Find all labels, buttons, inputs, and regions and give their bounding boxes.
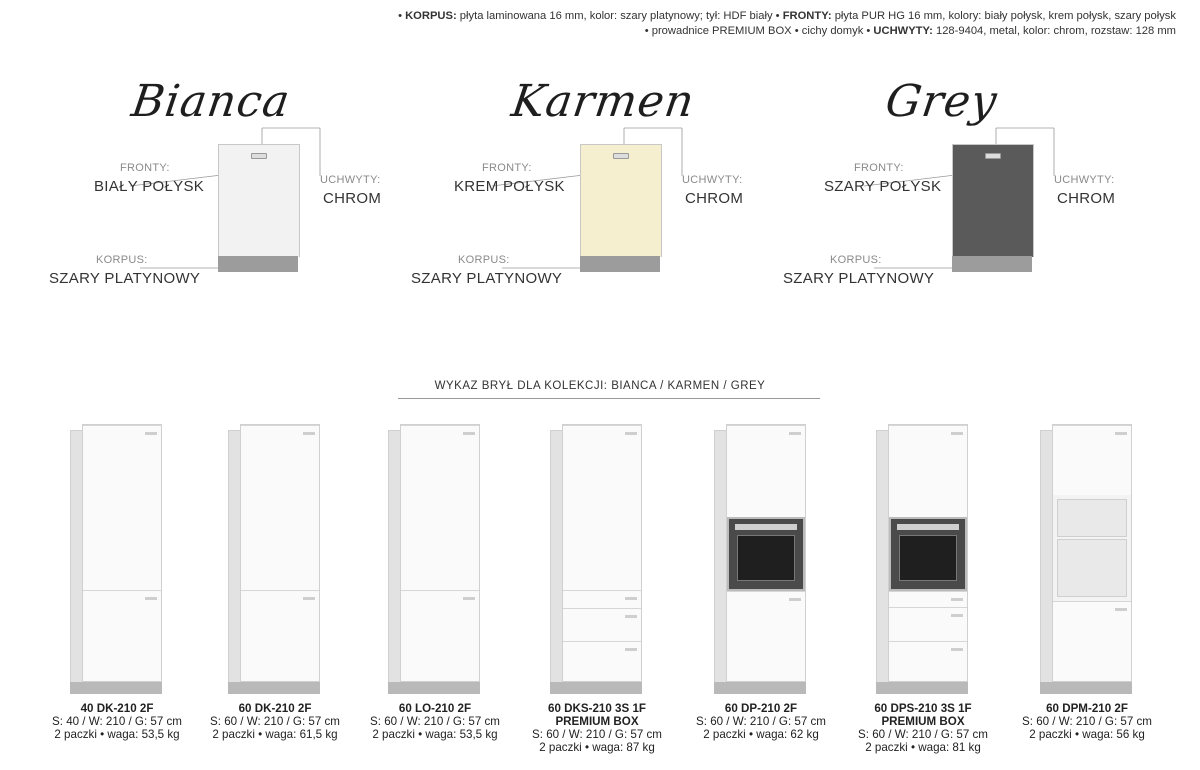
cabinet-illustration [726,424,806,682]
fronty-spec-text: płyta PUR HG 16 mm, kolory: biały połysk, krem połysk, szary połysk [834,10,1176,22]
cabinet-subtitle: PREMIUM BOX [881,715,965,728]
handle-icon [251,153,267,159]
uchwyty-spec-text: 128-9404, metal, kolor: chrom, rozstaw: 128 mm [935,25,1176,37]
cabinet-drawer [563,590,641,608]
cabinet-illustration [400,424,480,682]
cabinet-package-weight: 2 paczki • waga: 56 kg [1029,728,1145,741]
section-divider [398,398,820,399]
cabinet-dimensions: S: 40 / W: 210 / G: 57 cm [52,715,182,728]
cabinet-name: 60 DPS-210 3S 1F [874,702,972,715]
korpus-label: KORPUS: [458,254,510,266]
fronty-label: FRONTY: [120,162,170,174]
section-title: WYKAZ BRYŁ DLA KOLEKCJI: BIANCA / KARMEN / GREY [434,380,766,392]
cabinet-door [1053,425,1131,495]
cabinet-name: 60 DK-210 2F [238,702,312,715]
cabinet-drawer [563,641,641,681]
front-panel-sample [952,144,1034,257]
cabinet-60-dp-210-2f [686,420,836,770]
cabinet-dimensions: S: 60 / W: 210 / G: 57 cm [370,715,500,728]
cabinet-package-weight: 2 paczki • waga: 61,5 kg [212,728,338,741]
cabinet-door [401,425,479,590]
cabinet-dimensions: S: 60 / W: 210 / G: 57 cm [532,728,662,741]
specs-line-2: • prowadnice PREMIUM BOX • cichy domyk • UCHWYTY: 128-9404, metal, kolor: chrom, rozstaw: 128 mm [644,25,1176,37]
fronty-value: BIAŁY POŁYSK [94,178,205,195]
cabinet-package-weight: 2 paczki • waga: 81 kg [865,741,981,754]
cabinet-door [83,425,161,590]
front-panel-sample [580,144,662,257]
korpus-label: KORPUS: [96,254,148,266]
cabinet-dimensions: S: 60 / W: 210 / G: 57 cm [858,728,988,741]
collection-logo: Karmen [508,76,698,127]
uchwyty-label: UCHWYTY: [682,174,743,186]
korpus-spec-text: płyta laminowana 16 mm, kolor: szary platynowy; tył: HDF biały [459,10,773,22]
fronty-spec-label: FRONTY: [782,10,832,22]
cabinet-illustration [562,424,642,682]
fronty-value: KREM POŁYSK [454,178,565,195]
korpus-spec-label: KORPUS: [405,10,457,22]
cabinet-illustration [82,424,162,682]
cabinet-illustration [240,424,320,682]
cabinet-name: 60 LO-210 2F [398,702,472,715]
cabinet-illustration [1052,424,1132,682]
cabinet-package-weight: 2 paczki • waga: 62 kg [703,728,819,741]
collection-bianca [40,76,420,306]
korpus-value: SZARY PLATYNOWY [49,270,201,287]
cabinet-name: 60 DKS-210 3S 1F [548,702,646,715]
cabinet-door [727,591,805,681]
collection-logo: Bianca [128,76,294,127]
cabinet-drawer [889,607,967,641]
cabinet-subtitle: PREMIUM BOX [555,715,639,728]
cabinet-door [401,590,479,681]
collection-karmen [402,76,782,306]
cabinet-package-weight: 2 paczki • waga: 53,5 kg [54,728,180,741]
cabinet-door [889,425,967,517]
fronty-value: SZARY POŁYSK [824,178,942,195]
cabinet-60-dks-210-3s-1f [522,420,672,770]
cabinet-drawer [889,641,967,681]
korpus-sample [218,256,298,272]
korpus-value: SZARY PLATYNOWY [411,270,563,287]
cabinet-drawer [563,608,641,641]
korpus-sample [952,256,1032,272]
korpus-label: KORPUS: [830,254,882,266]
cabinet-60-dpm-210-2f [1012,420,1162,770]
cabinet-door [241,425,319,590]
cabinet-illustration [888,424,968,682]
cabinet-package-weight: 2 paczki • waga: 87 kg [539,741,655,754]
cabinet-door [83,590,161,681]
uchwyty-label: UCHWYTY: [320,174,381,186]
cabinet-40-dk-210-2f [42,420,192,770]
cabinet-name: 60 DPM-210 2F [1046,702,1128,715]
uchwyty-spec-label: UCHWYTY: [873,25,933,37]
oven-icon [889,517,967,591]
cabinet-package-weight: 2 paczki • waga: 53,5 kg [372,728,498,741]
appliance-niche [1057,539,1127,597]
handle-icon [613,153,629,159]
uchwyty-label: UCHWYTY: [1054,174,1115,186]
uchwyty-value: CHROM [323,190,382,207]
cabinet-door [727,425,805,517]
cabinet-60-dps-210-3s-1f [848,420,998,770]
front-panel-sample [218,144,300,257]
fronty-label: FRONTY: [854,162,904,174]
specs-line-1: • KORPUS: płyta laminowana 16 mm, kolor: szary platynowy; tył: HDF biały • FRONTY: płyta PUR HG 16 mm, kolory: biały połysk, krem połysk, szary połysk [398,10,1176,22]
fronty-label: FRONTY: [482,162,532,174]
handle-icon [985,153,1001,159]
cabinet-dimensions: S: 60 / W: 210 / G: 57 cm [696,715,826,728]
cabinet-dimensions: S: 60 / W: 210 / G: 57 cm [210,715,340,728]
cabinet-name: 60 DP-210 2F [724,702,798,715]
korpus-value: SZARY PLATYNOWY [783,270,935,287]
uchwyty-value: CHROM [685,190,744,207]
collection-logo: Grey [882,76,1001,127]
collection-grey [774,76,1154,306]
cabinet-drawer [889,591,967,607]
cabinet-name: 40 DK-210 2F [80,702,154,715]
uchwyty-value: CHROM [1057,190,1116,207]
cabinet-dimensions: S: 60 / W: 210 / G: 57 cm [1022,715,1152,728]
premium-box-spec-text: prowadnice PREMIUM BOX • cichy domyk • [651,25,871,37]
oven-icon [727,517,805,591]
cabinet-60-lo-210-2f [360,420,510,770]
cabinet-door [1053,601,1131,681]
appliance-niche [1057,499,1127,537]
cabinet-door [241,590,319,681]
korpus-sample [580,256,660,272]
cabinet-door [563,425,641,590]
specs-block [398,9,1176,39]
cabinet-60-dk-210-2f [200,420,350,770]
